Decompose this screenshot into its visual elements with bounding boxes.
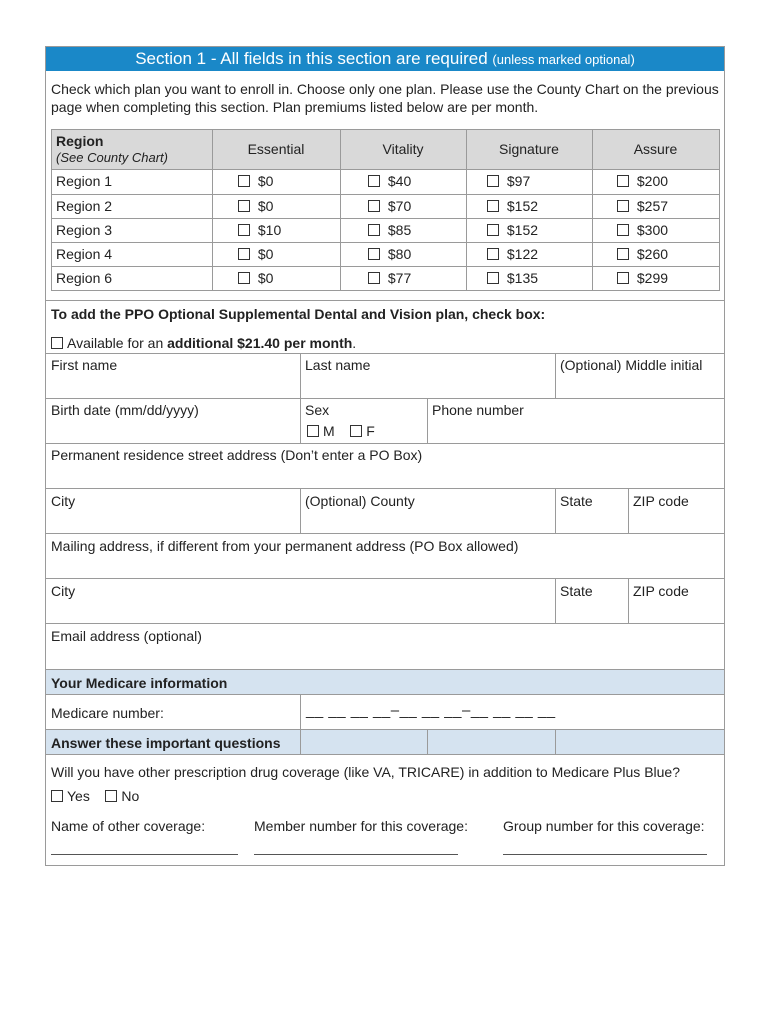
checkbox[interactable] <box>368 248 380 260</box>
plan-option[interactable] <box>368 222 411 238</box>
checkbox[interactable] <box>238 248 250 260</box>
premium: $10 <box>257 222 282 238</box>
sex-label: Sex <box>305 402 330 418</box>
checkbox[interactable] <box>487 272 499 284</box>
section-header <box>46 47 724 71</box>
medicare-number-label: Medicare number: <box>51 705 164 721</box>
premium: $135 <box>506 270 539 286</box>
plan-option[interactable] <box>238 270 273 286</box>
checkbox[interactable] <box>307 425 319 437</box>
sex-m-option[interactable] <box>307 423 335 439</box>
region-label: Region 1 <box>56 173 113 189</box>
section-title: Section 1 - All fields in this section are required <box>135 49 488 68</box>
premium: $300 <box>636 222 669 238</box>
checkbox[interactable] <box>368 272 380 284</box>
yes-label: Yes <box>67 788 90 804</box>
plan-option[interactable] <box>238 222 281 238</box>
premium: $85 <box>387 222 412 238</box>
checkbox[interactable] <box>350 425 362 437</box>
region-label: Region 4 <box>56 246 113 262</box>
birth-date-field[interactable]: Birth date (mm/dd/yyyy) <box>51 402 199 418</box>
checkbox[interactable] <box>617 248 629 260</box>
checkbox[interactable] <box>368 224 380 236</box>
plan-option[interactable] <box>238 246 273 262</box>
group-number-input[interactable] <box>503 854 707 855</box>
plan-option[interactable] <box>617 173 668 189</box>
plan-option[interactable] <box>487 222 538 238</box>
premium: $152 <box>506 198 539 214</box>
county-field[interactable]: (Optional) County <box>305 493 415 509</box>
region-label: Region 3 <box>56 222 113 238</box>
plan-option[interactable] <box>368 198 411 214</box>
first-name-field[interactable]: First name <box>51 357 118 373</box>
premium: $97 <box>506 173 531 189</box>
other-coverage-name-input[interactable] <box>51 854 238 855</box>
dental-amount: additional $21.40 per month <box>167 335 353 351</box>
checkbox[interactable] <box>487 248 499 260</box>
premium: $77 <box>387 270 412 286</box>
col-vitality: Vitality <box>382 141 424 157</box>
checkbox[interactable] <box>487 200 499 212</box>
plan-option[interactable] <box>487 173 530 189</box>
plan-option[interactable] <box>368 173 411 189</box>
plan-option[interactable] <box>487 246 538 262</box>
premium: $122 <box>506 246 539 262</box>
plan-option[interactable] <box>617 270 668 286</box>
sex-f-option[interactable] <box>350 423 375 439</box>
questions-title: Answer these important questions <box>51 735 281 751</box>
checkbox[interactable] <box>238 224 250 236</box>
group-number-label: Group number for this coverage: <box>503 818 705 834</box>
dental-option[interactable] <box>51 335 356 351</box>
yes-option[interactable] <box>51 788 90 804</box>
premium: $0 <box>257 198 274 214</box>
plan-option[interactable] <box>617 246 668 262</box>
plan-option[interactable] <box>368 270 411 286</box>
checkbox[interactable] <box>51 790 63 802</box>
section-note: (unless marked optional) <box>492 52 635 67</box>
member-number-input[interactable] <box>254 854 458 855</box>
region-header: Region <box>56 133 104 149</box>
premium: $200 <box>636 173 669 189</box>
checkbox[interactable] <box>487 175 499 187</box>
premium: $299 <box>636 270 669 286</box>
checkbox[interactable] <box>368 200 380 212</box>
street-address-field[interactable]: Permanent residence street address (Don’t enter a PO Box) <box>51 447 423 463</box>
premium: $0 <box>257 173 274 189</box>
col-essential: Essential <box>247 141 305 157</box>
checkbox[interactable] <box>617 200 629 212</box>
yes-no-options <box>51 788 139 804</box>
plan-option[interactable] <box>368 246 411 262</box>
mailing-address-field[interactable]: Mailing address, if different from your permanent address (PO Box allowed) <box>51 538 519 554</box>
plan-option[interactable] <box>487 270 538 286</box>
phone-field[interactable]: Phone number <box>432 402 524 418</box>
no-option[interactable] <box>105 788 139 804</box>
mailing-city-field[interactable]: City <box>51 583 76 599</box>
sex-options <box>307 423 375 439</box>
premium: $70 <box>387 198 412 214</box>
region-label: Region 6 <box>56 270 113 286</box>
dental-checkbox[interactable] <box>51 337 63 349</box>
premium: $40 <box>387 173 412 189</box>
mailing-zip-field[interactable]: ZIP code <box>633 583 689 599</box>
mailing-state-field[interactable]: State <box>560 583 593 599</box>
premium: $0 <box>257 246 274 262</box>
dental-suffix: . <box>352 335 357 351</box>
checkbox[interactable] <box>617 175 629 187</box>
plan-option[interactable] <box>238 173 273 189</box>
premium: $152 <box>506 222 539 238</box>
plan-option[interactable] <box>617 222 668 238</box>
checkbox[interactable] <box>238 175 250 187</box>
zip-field[interactable]: ZIP code <box>633 493 689 509</box>
checkbox[interactable] <box>617 272 629 284</box>
last-name-field[interactable]: Last name <box>305 357 371 373</box>
premium: $0 <box>257 270 274 286</box>
dental-title: To add the PPO Optional Supplemental Dental and Vision plan, check box: <box>51 306 546 322</box>
member-number-label: Member number for this coverage: <box>254 818 468 834</box>
plan-option[interactable] <box>238 198 273 214</box>
other-coverage-name-label: Name of other coverage: <box>51 818 206 834</box>
medicare-title: Your Medicare information <box>51 675 228 691</box>
dental-text: Available for an <box>67 335 164 351</box>
sex-m-label: M <box>323 423 335 439</box>
premium: $260 <box>636 246 669 262</box>
question-other-coverage: Will you have other prescription drug coverage (like VA, TRICARE) in addition to Medicare Plus Blue? <box>51 764 680 780</box>
region-label: Region 2 <box>56 198 113 214</box>
premium: $257 <box>636 198 669 214</box>
plan-option[interactable] <box>487 198 538 214</box>
intro-text: Check which plan you want to enroll in. Choose only one plan. Please use the County Chart on the previous page when completing this section. Plan premiums listed below are per month. <box>51 81 719 115</box>
checkbox[interactable] <box>238 200 250 212</box>
no-label: No <box>121 788 140 804</box>
checkbox[interactable] <box>368 175 380 187</box>
state-field[interactable]: State <box>560 493 593 509</box>
premium: $80 <box>387 246 412 262</box>
col-signature: Signature <box>499 141 559 157</box>
sex-f-label: F <box>366 423 375 439</box>
email-field[interactable]: Email address (optional) <box>51 628 202 644</box>
medicare-number-input[interactable]: __ __ __ __–__ __ __–__ __ __ __ <box>306 702 556 719</box>
col-assure: Assure <box>633 141 678 157</box>
city-field[interactable]: City <box>51 493 76 509</box>
middle-initial-field[interactable]: (Optional) Middle initial <box>560 357 703 373</box>
checkbox[interactable] <box>617 224 629 236</box>
checkbox[interactable] <box>105 790 117 802</box>
checkbox[interactable] <box>487 224 499 236</box>
region-subheader: (See County Chart) <box>56 150 168 165</box>
checkbox[interactable] <box>238 272 250 284</box>
plan-option[interactable] <box>617 198 668 214</box>
